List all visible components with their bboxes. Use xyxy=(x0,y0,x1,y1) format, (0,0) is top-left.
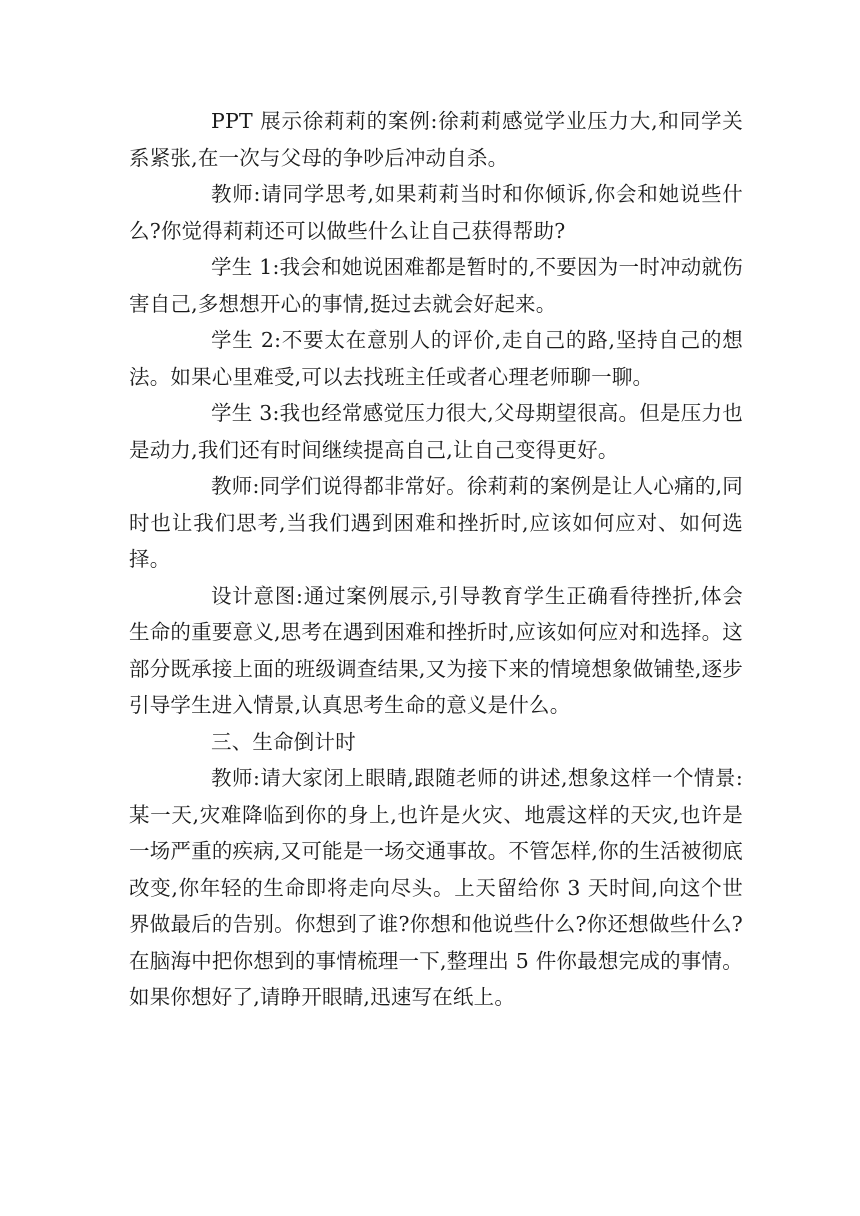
paragraph-student-1: 学生 1:我会和她说困难都是暂时的,不要因为一时冲动就伤害自己,多想想开心的事情,挺过去就会好起来。 xyxy=(129,255,743,316)
paragraph-student-2: 学生 2:不要太在意别人的评价,走自己的路,坚持自己的想法。如果心里难受,可以去找班主任或者心理老师聊一聊。 xyxy=(129,328,743,389)
paragraph-teacher-summary: 教师:同学们说得都非常好。徐莉莉的案例是让人心痛的,同时也让我们思考,当我们遇到困难和挫折时,应该如何应对、如何选择。 xyxy=(129,474,743,571)
paragraph-ppt-case: PPT 展示徐莉莉的案例:徐莉莉感觉学业压力大,和同学关系紧张,在一次与父母的争吵后冲动自杀。 xyxy=(129,109,743,170)
document-body xyxy=(129,103,743,1016)
paragraph-teacher-instruction: 教师:请大家闭上眼睛,跟随老师的讲述,想象这样一个情景:某一天,灾难降临到你的身上,也许是火灾、地震这样的天灾,也许是一场严重的疾病,又可能是一场交通事故。不管怎样,你的生活被彻底改变,你年轻的生命即将走向尽头。上天留给你 3 天时间,向这个世界做最后的告别。你想到了谁?你想和他说些什么?你还想做些什么?在脑海中把你想到的事情梳理一下,整理出 5 件你最想完成的事情。如果你想好了,请睁开眼睛,迅速写在纸上。 xyxy=(129,766,743,1009)
section-heading-life-countdown: 三、生命倒计时 xyxy=(211,729,356,754)
paragraph-design-intent: 设计意图:通过案例展示,引导教育学生正确看待挫折,体会生命的重要意义,思考在遇到困难和挫折时,应该如何应对和选择。这部分既承接上面的班级调查结果,又为接下来的情境想象做铺垫,逐步引导学生进入情景,认真思考生命的意义是什么。 xyxy=(129,583,743,717)
paragraph-teacher-question: 教师:请同学思考,如果莉莉当时和你倾诉,你会和她说些什么?你觉得莉莉还可以做些什么让自己获得帮助? xyxy=(129,182,743,243)
paragraph-student-3: 学生 3:我也经常感觉压力很大,父母期望很高。但是压力也是动力,我们还有时间继续提高自己,让自己变得更好。 xyxy=(129,401,743,462)
